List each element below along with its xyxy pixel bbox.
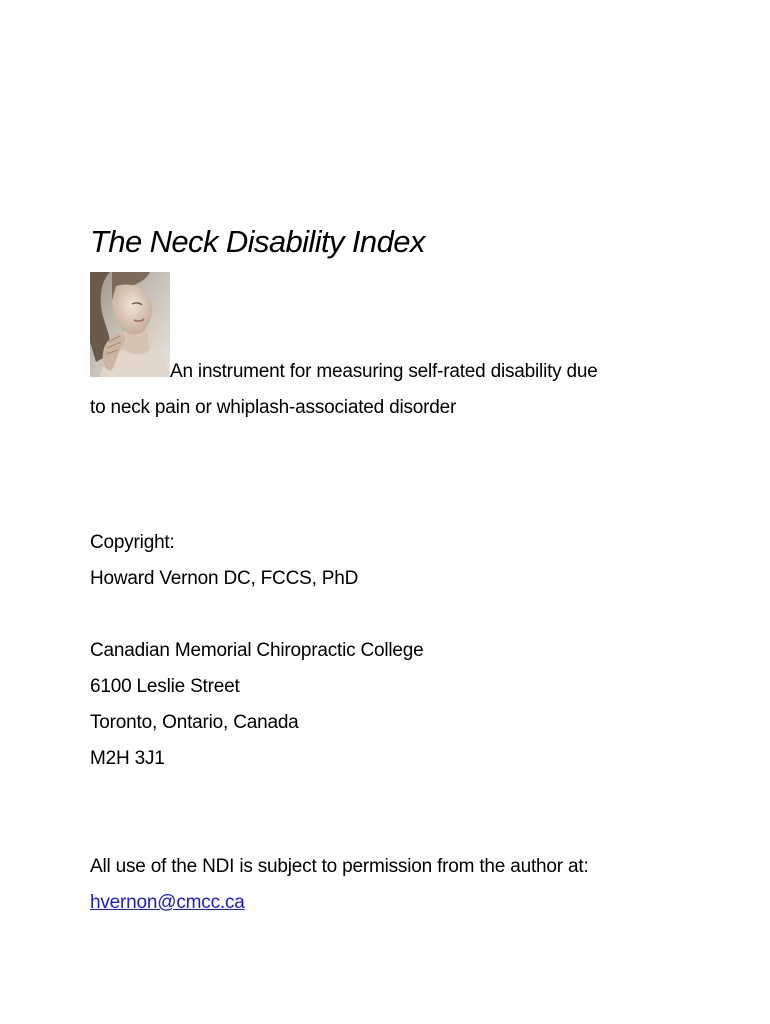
subtitle-line-2: to neck pain or whiplash-associated disorder [90,397,457,418]
street-address: 6100 Leslie Street [90,676,240,697]
institution-name: Canadian Memorial Chiropractic College [90,640,424,661]
postal-code: M2H 3J1 [90,748,165,769]
author-email-link[interactable]: hvernon@cmcc.ca [90,892,245,913]
copyright-label: Copyright: [90,532,175,553]
document-title: The Neck Disability Index [90,224,425,259]
author-name: Howard Vernon DC, FCCS, PhD [90,568,359,589]
neck-pain-photo-icon [90,272,170,377]
city-address: Toronto, Ontario, Canada [90,712,299,733]
subtitle-line-1: An instrument for measuring self-rated disability due [170,361,598,382]
permission-notice: All use of the NDI is subject to permission from the author at: [90,856,589,877]
